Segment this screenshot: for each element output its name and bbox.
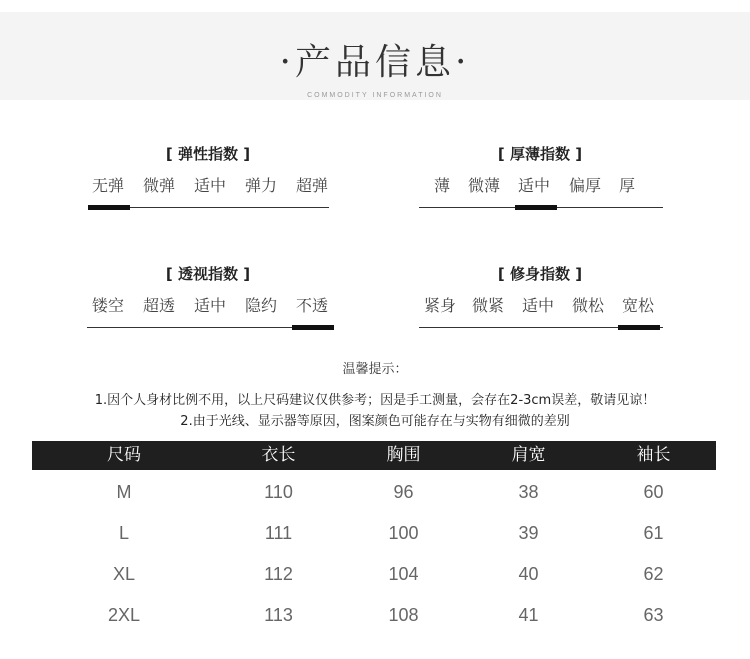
header-chest: 胸围 <box>386 445 421 465</box>
fit-option: 适中 <box>521 296 554 315</box>
page-title: ·产品信息· <box>279 42 471 83</box>
length-cell: 113 <box>264 605 293 625</box>
thickness-option: 薄 <box>433 176 450 195</box>
size-cell: L <box>118 523 129 543</box>
shoulder-cell: 41 <box>518 605 539 625</box>
sleeve-cell: 62 <box>643 564 664 584</box>
fit-selected-marker <box>618 325 660 330</box>
fit-option: 紧身 <box>423 296 456 315</box>
elasticity-option: 弹力 <box>244 176 277 195</box>
shoulder-cell: 39 <box>518 523 539 543</box>
thickness-index-title: [ 厚薄指数 ] <box>497 145 583 163</box>
transparency-option: 镂空 <box>91 296 124 315</box>
fit-option: 宽松 <box>621 296 654 315</box>
tips-title: 温馨提示： <box>342 362 408 377</box>
shoulder-cell: 40 <box>518 564 539 584</box>
size-cell: M <box>116 482 132 502</box>
length-cell: 110 <box>264 482 293 502</box>
chest-cell: 100 <box>388 523 419 543</box>
chest-cell: 104 <box>388 564 419 584</box>
thickness-option: 偏厚 <box>568 176 601 195</box>
header-length: 衣长 <box>261 445 296 465</box>
elasticity-option: 超弹 <box>295 176 328 195</box>
transparency-index-title: [ 透视指数 ] <box>165 265 251 283</box>
table-row <box>32 513 716 554</box>
thickness-index-options <box>415 173 665 197</box>
header-size: 尺码 <box>107 445 141 465</box>
header-shoulder: 肩宽 <box>511 445 546 465</box>
thickness-option: 适中 <box>517 176 550 195</box>
sleeve-cell: 60 <box>643 482 664 502</box>
table-row <box>32 472 716 513</box>
elasticity-index-title: [ 弹性指数 ] <box>165 145 251 163</box>
size-cell: 2XL <box>107 605 141 625</box>
length-cell: 111 <box>264 523 293 543</box>
transparency-index-options <box>83 293 333 317</box>
size-cell: XL <box>112 564 136 584</box>
length-cell: 112 <box>264 564 293 584</box>
transparency-option: 超透 <box>142 296 175 315</box>
elasticity-index-options <box>83 173 333 197</box>
tip-line-2: 2.由于光线、显示器等原因，图案颜色可能存在与实物有细微的差别 <box>180 414 570 429</box>
fit-option: 微紧 <box>471 296 504 315</box>
table-row <box>32 554 716 595</box>
tip-line-1: 1.因个人身材比例不用，以上尺码建议仅供参考；因是手工测量，会存在2-3cm误差，敬请见谅！ <box>94 393 656 408</box>
elasticity-selected-marker <box>88 205 130 210</box>
size-table-header <box>32 441 716 470</box>
fit-index-options <box>415 293 665 317</box>
thickness-option: 厚 <box>618 176 635 195</box>
header-sleeve: 袖长 <box>636 445 671 465</box>
transparency-option: 适中 <box>193 296 226 315</box>
chest-cell: 108 <box>388 605 419 625</box>
elasticity-option: 微弹 <box>142 176 175 195</box>
transparency-option: 隐约 <box>244 296 277 315</box>
fit-index-title: [ 修身指数 ] <box>497 265 583 283</box>
transparency-option: 不透 <box>295 296 328 315</box>
elasticity-option: 无弹 <box>91 176 124 195</box>
table-row <box>32 595 716 636</box>
thickness-selected-marker <box>515 205 557 210</box>
shoulder-cell: 38 <box>518 482 539 502</box>
sleeve-cell: 63 <box>643 605 664 625</box>
chest-cell: 96 <box>393 482 414 502</box>
page-subtitle: COMMODITY INFORMATION <box>307 92 443 99</box>
transparency-selected-marker <box>292 325 334 330</box>
size-table <box>32 441 716 636</box>
header-banner <box>0 12 750 100</box>
sleeve-cell: 61 <box>643 523 664 543</box>
thickness-option: 微薄 <box>467 176 500 195</box>
elasticity-option: 适中 <box>193 176 226 195</box>
fit-option: 微松 <box>571 296 604 315</box>
